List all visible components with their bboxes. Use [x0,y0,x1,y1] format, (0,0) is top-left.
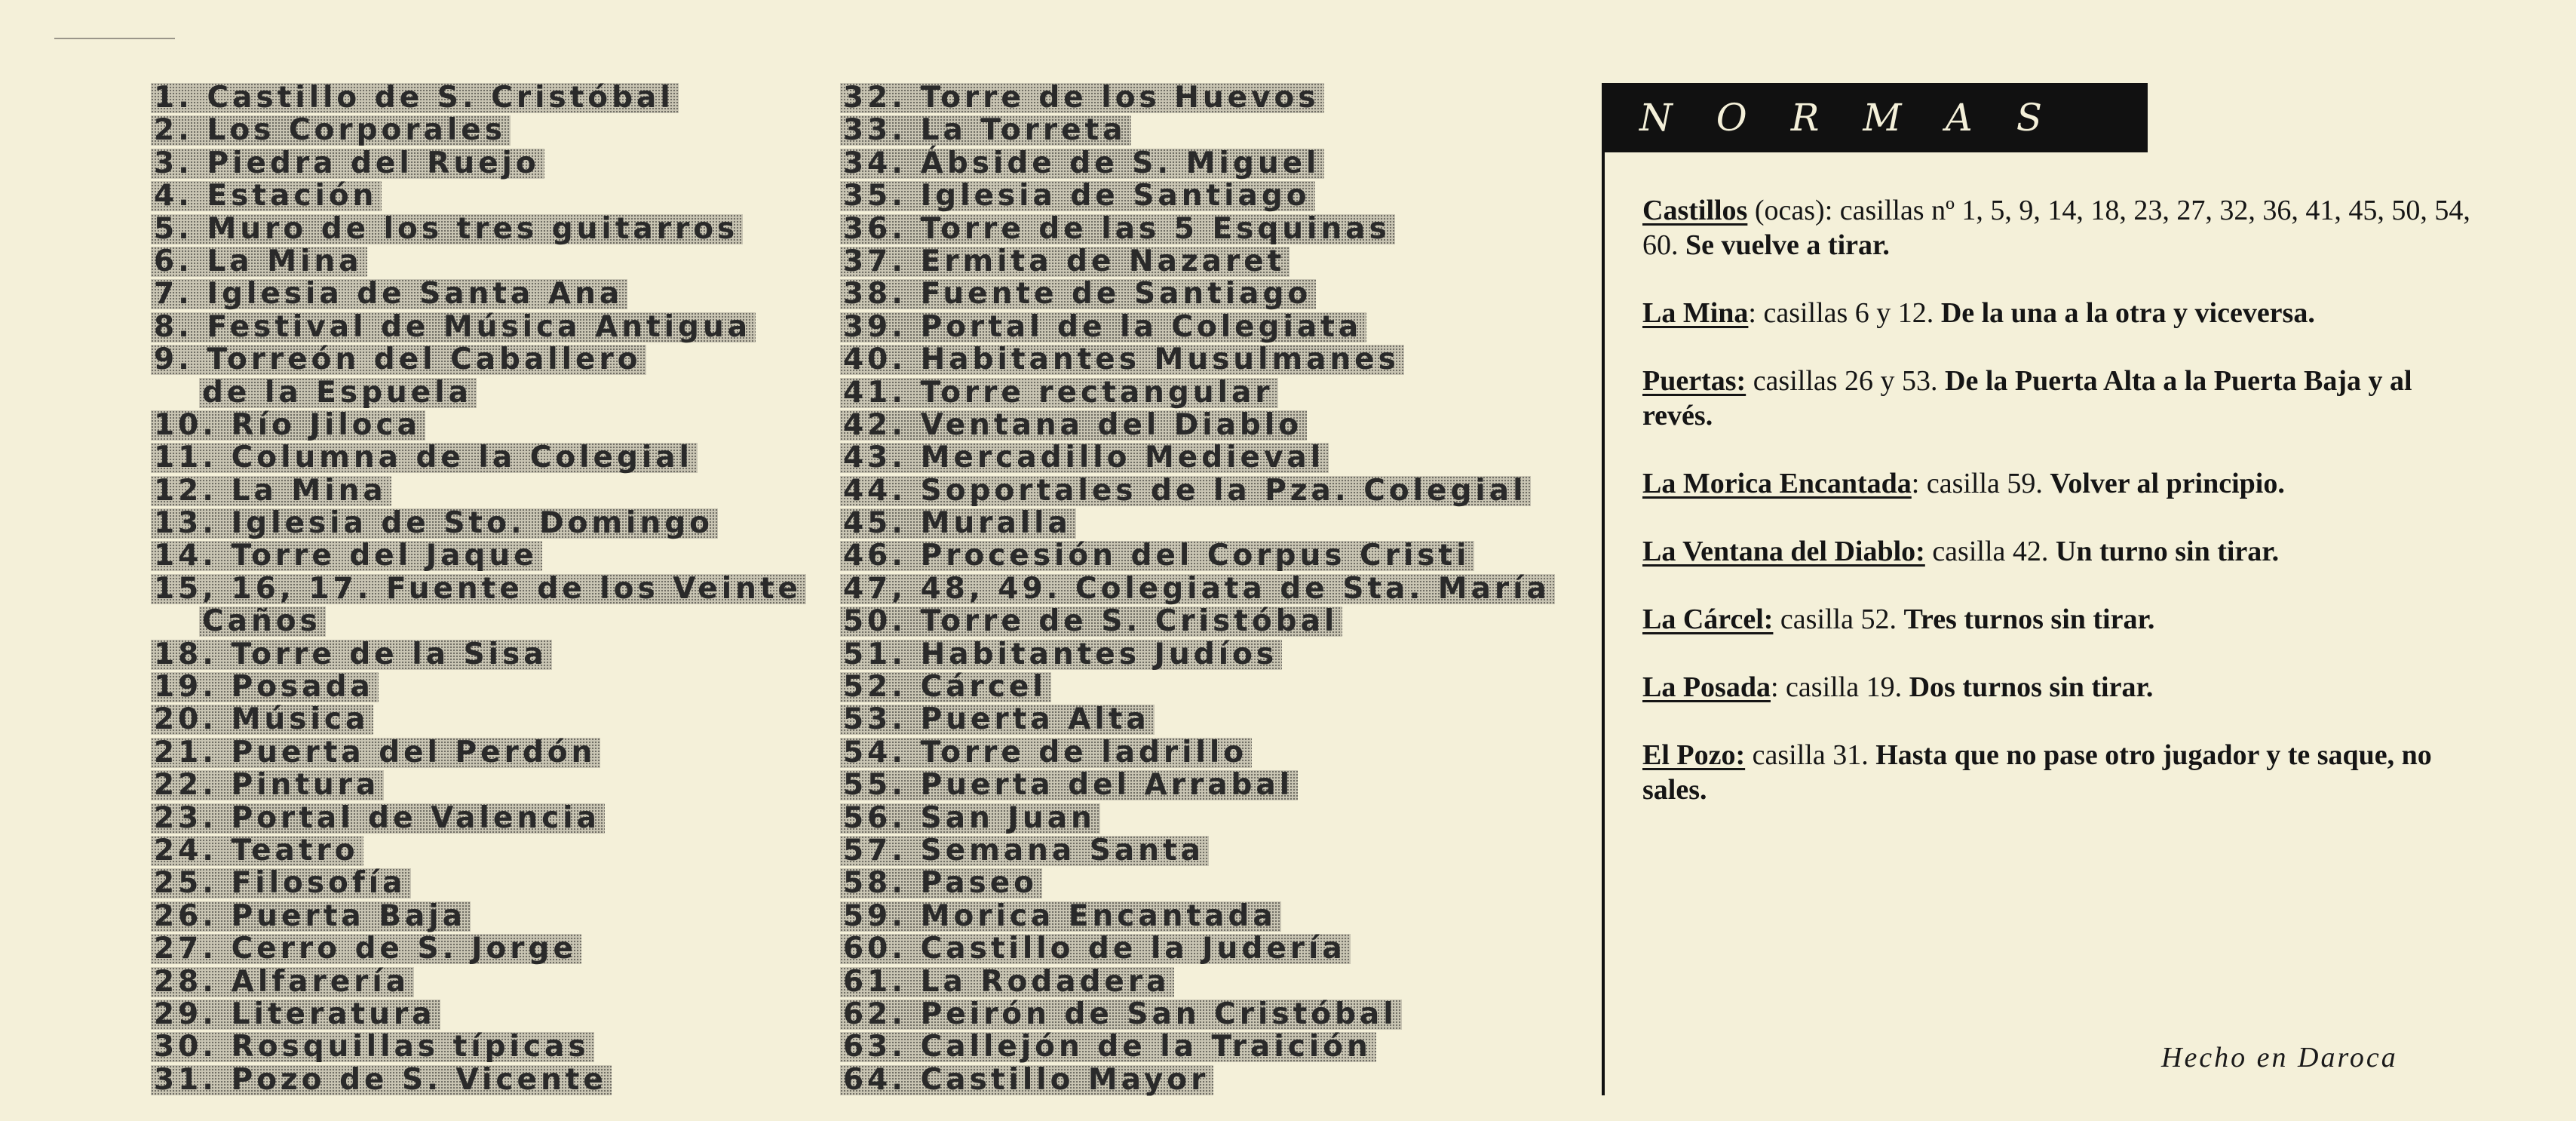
squares-list-left [151,83,806,1098]
rule-name: La Ventana del Diablo: [1642,536,1925,567]
rule-effect: Hasta que no pase otro jugador y te saque, no sales. [1642,739,2432,806]
list-item [151,146,806,181]
list-item-label: 13. Iglesia de Sto. Domingo [151,508,718,539]
rule-item [1642,364,2487,433]
rule-effect: De la una a la otra y viceversa. [1940,297,2315,329]
list-item [840,309,1555,345]
rule-item [1642,602,2487,637]
list-item [840,115,1555,148]
list-item [151,868,806,901]
list-item [840,541,1555,573]
list-item [151,702,806,737]
list-item-label: 34. Ábside de S. Miguel [840,149,1324,179]
rule-desc: (ocas): casillas nº 1, 5, 9, 14, 18, 23, 27, 32, 36, 41, 45, 50, 54, 60. [1642,195,2470,261]
list-item [151,672,806,705]
list-item-label: 33. La Torreta [840,115,1131,146]
list-item [151,770,806,803]
list-item [151,407,806,443]
list-item-label: 15, 16, 17. Fuente de los Veinte [151,574,806,604]
list-item [840,770,1555,803]
list-item [840,279,1555,312]
rule-desc: casilla 42. [1924,536,2056,567]
list-item-label: 2. Los Corporales [151,115,511,146]
list-item-label: 28. Alfarería [151,967,414,997]
list-item [840,571,1555,607]
rule-effect: Dos turnos sin tirar. [1909,671,2154,703]
list-item-label: 20. Música [151,705,373,735]
list-item-label: de la Espuela [199,378,477,408]
rule-effect: De la Puerta Alta a la Puerta Baja y al revés. [1642,365,2412,432]
list-item [840,1032,1555,1064]
list-item [840,211,1555,247]
list-item-label: 39. Portal de la Colegiata [840,312,1366,342]
list-item [151,375,806,410]
rule-item [1642,738,2487,807]
normas-title: NORMAS [1605,83,2148,152]
list-item-label: 46. Procesión del Corpus Cristi [840,541,1474,571]
list-item-label: 58. Paseo [840,868,1042,898]
list-item-label: 12. La Mina [151,476,391,506]
list-item [840,833,1555,868]
list-item [151,473,806,508]
list-item-label: 5. Muro de los tres guitarros [151,214,743,244]
list-item-label: 31. Pozo de S. Vicente [151,1065,612,1095]
list-item [151,83,806,115]
list-item [840,604,1555,639]
list-item [151,997,806,1032]
list-item-label: 30. Rosquillas típicas [151,1032,594,1062]
list-item-label: 38. Fuente de Santiago [840,279,1316,309]
list-item-label: 47, 48, 49. Colegiata de Sta. María [840,574,1555,604]
list-item-label: 54. Torre de ladrillo [840,738,1252,768]
list-item [151,541,806,573]
list-item-label: 32. Torre de los Huevos [840,83,1324,113]
list-item-label: 25. Filosofía [151,868,411,898]
list-item [840,508,1555,541]
list-item [151,211,806,247]
list-item [151,115,806,148]
list-item-label: 62. Peirón de San Cristóbal [840,1000,1402,1030]
list-item [840,997,1555,1032]
signature: Hecho en Daroca [2161,1042,2398,1073]
list-item-label: 40. Habitantes Musulmanes [840,345,1404,375]
list-item [840,375,1555,410]
list-item [840,702,1555,737]
list-item [151,571,806,607]
list-item-label: 6. La Mina [151,247,367,277]
list-item [840,443,1555,475]
list-item-label: 14. Torre del Jaque [151,541,542,571]
rule-item [1642,670,2487,705]
list-item [840,735,1555,770]
rule-effect: Tres turnos sin tirar. [1903,603,2155,635]
list-item [151,637,806,672]
list-item-label: 26. Puerta Baja [151,901,471,932]
rule-desc: : casilla 19. [1770,671,1909,703]
list-item [151,1062,806,1098]
list-item-label: 63. Callejón de la Traición [840,1032,1376,1062]
list-item [151,604,806,639]
list-item-label: 3. Piedra del Ruejo [151,149,544,179]
list-item [151,898,806,934]
list-item-label: 52. Cárcel [840,672,1051,702]
rule-desc: : casillas 6 y 12. [1748,297,1941,329]
rule-name: La Cárcel: [1642,603,1774,635]
rule-desc: casillas 26 y 53. [1746,365,1946,397]
rule-name: Castillos [1642,195,1748,226]
rule-desc: casilla 31. [1745,739,1876,771]
list-item-label: 51. Habitantes Judíos [840,640,1282,670]
list-item-label: 19. Posada [151,672,379,702]
list-item [151,279,806,312]
rule-item [1642,466,2487,501]
list-item-label: 43. Mercadillo Medieval [840,443,1329,473]
list-item [151,833,806,868]
rule-effect: Un turno sin tirar. [2055,536,2280,567]
list-item [151,1032,806,1064]
list-item-label: 60. Castillo de la Judería [840,934,1351,964]
list-item-label: 59. Morica Encantada [840,901,1281,932]
list-item [151,181,806,213]
rule-item [1642,193,2487,263]
list-item-label: 1. Castillo de S. Cristóbal [151,83,679,113]
list-item [151,342,806,377]
list-item-label: 24. Teatro [151,836,363,866]
list-item-label: 27. Cerro de S. Jorge [151,934,581,964]
list-item [840,473,1555,508]
list-item-label: 23. Portal de Valencia [151,803,605,834]
list-item [151,443,806,475]
rule-item [1642,534,2487,569]
list-item-label: 57. Semana Santa [840,836,1209,866]
list-item [840,407,1555,443]
list-item-label: 55. Puerta del Arrabal [840,770,1298,800]
list-item [151,309,806,345]
list-item-label: 50. Torre de S. Cristóbal [840,607,1342,637]
list-item-label: 53. Puerta Alta [840,705,1155,735]
rule-desc: : casilla 59. [1911,468,2050,499]
rule-item [1642,296,2487,330]
rule-desc: casilla 52. [1773,603,1904,635]
list-item-label: 56. San Juan [840,803,1100,834]
list-item [840,898,1555,934]
rule-name: El Pozo: [1642,739,1746,771]
list-item-label: 45. Muralla [840,508,1076,539]
list-item [840,672,1555,705]
list-item-label: 8. Festival de Música Antigua [151,312,756,342]
list-item-label: Caños [199,607,326,637]
list-item-label: 44. Soportales de la Pza. Colegial [840,476,1531,506]
list-item-label: 7. Iglesia de Santa Ana [151,279,627,309]
list-item-label: 41. Torre rectangular [840,378,1278,408]
list-item-label: 35. Iglesia de Santiago [840,181,1315,211]
list-item [151,800,806,836]
list-item-label: 9. Torreón del Caballero [151,345,646,375]
list-item [840,83,1555,115]
list-item [840,244,1555,279]
list-item-label: 22. Pintura [151,770,384,800]
rule-name: La Morica Encantada [1642,468,1912,499]
list-item [151,735,806,770]
list-item-label: 4. Estación [151,181,382,211]
rule-name: La Posada [1642,671,1771,703]
list-item [840,800,1555,836]
rule-name: Puertas: [1642,365,1746,397]
list-item-label: 36. Torre de las 5 Esquinas [840,214,1395,244]
list-item [840,1062,1555,1098]
list-item [151,964,806,1000]
list-item [840,181,1555,213]
list-item [151,934,806,966]
squares-list-right [840,83,1555,1098]
rule-name: La Mina [1642,297,1749,329]
list-item [151,244,806,279]
list-item [840,146,1555,181]
list-item [840,868,1555,901]
list-item-label: 29. Literatura [151,1000,440,1030]
list-item-label: 37. Ermita de Nazaret [840,247,1290,277]
list-item-label: 10. Río Jiloca [151,410,425,441]
list-item-label: 61. La Rodadera [840,967,1174,997]
list-item-label: 11. Columna de la Colegial [151,443,698,473]
list-item [840,637,1555,672]
column-divider [1602,83,1605,1095]
rule-effect: Se vuelve a tirar. [1685,229,1890,261]
rules-list [1642,193,2487,840]
list-item [840,342,1555,377]
list-item-label: 64. Castillo Mayor [840,1065,1213,1095]
list-item [840,934,1555,966]
list-item [151,508,806,541]
rule-effect: Volver al principio. [2050,468,2285,499]
list-item-label: 42. Ventana del Diablo [840,410,1307,441]
top-rule [54,38,175,39]
list-item [840,964,1555,1000]
list-item-label: 18. Torre de la Sisa [151,640,552,670]
list-item-label: 21. Puerta del Perdón [151,738,600,768]
